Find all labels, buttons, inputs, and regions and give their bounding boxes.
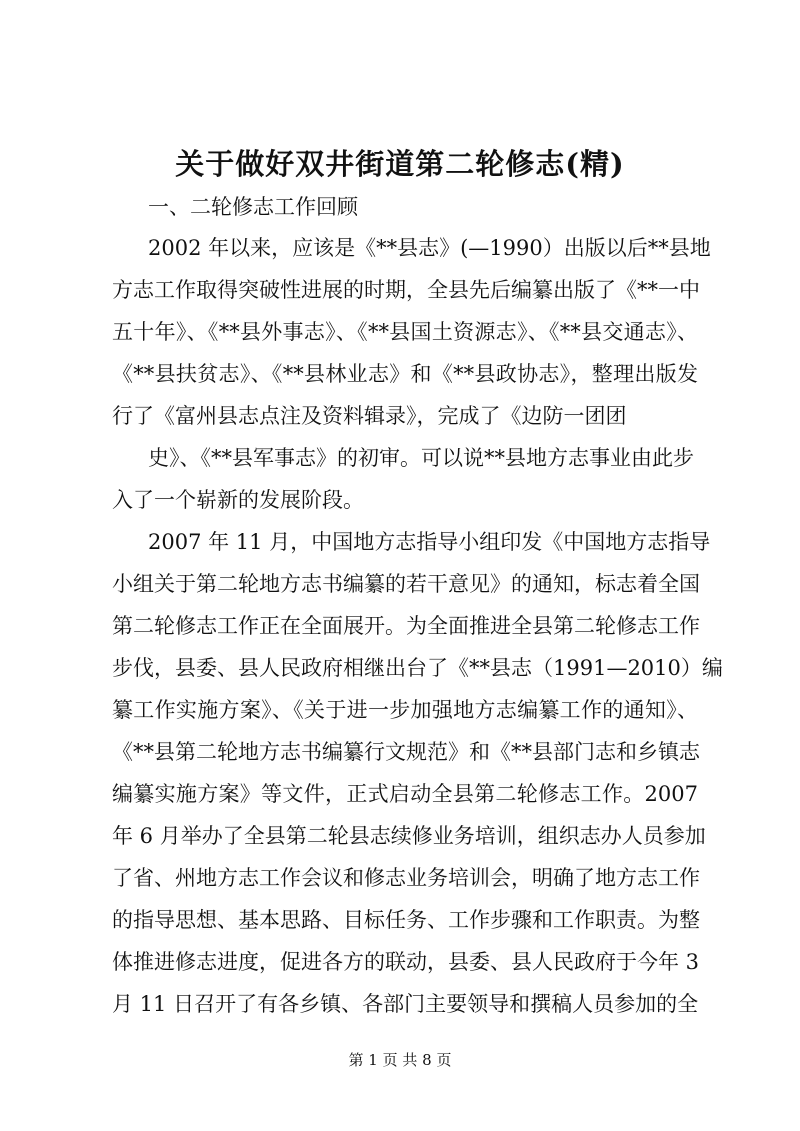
page-footer: 第 1 页 共 8 页 bbox=[348, 1051, 452, 1069]
paragraph-line: 史》、《**县军事志》的初审。可以说**县地方志事业由此步 bbox=[148, 446, 694, 470]
paragraph-line: 纂工作实施方案》、《关于进一步加强地方志编纂工作的通知》、 bbox=[112, 698, 698, 722]
paragraph-line: 体推进修志进度，促进各方的联动，县委、县人民政府于今年 3 bbox=[112, 950, 700, 974]
paragraph-line: 2002 年以来，应该是《**县志》(—1990）出版以后**县地 bbox=[148, 236, 711, 260]
paragraph-line: 《**县第二轮地方志书编纂行文规范》和《**县部门志和乡镇志 bbox=[112, 740, 700, 764]
paragraph-line: 《**县扶贫志》、《**县林业志》和《**县政协志》，整理出版发 bbox=[112, 362, 698, 386]
paragraph-line: 第二轮修志工作正在全面展开。为全面推进全县第二轮修志工作 bbox=[112, 614, 700, 638]
paragraph-line: 五十年》、《**县外事志》、《**县国土资源志》、《**县交通志》、 bbox=[112, 320, 698, 344]
paragraph-line: 2007 年 11 月，中国地方志指导小组印发《中国地方志指导 bbox=[148, 530, 711, 554]
paragraph-line: 年 6 月举办了全县第二轮县志续修业务培训，组织志办人员参加 bbox=[112, 824, 706, 848]
paragraph-line: 月 11 日召开了有各乡镇、各部门主要领导和撰稿人员参加的全 bbox=[112, 992, 699, 1016]
paragraph-line: 步伐，县委、县人民政府相继出台了《**县志（1991—2010）编 bbox=[112, 656, 723, 680]
paragraph-line: 编纂实施方案》等文件，正式启动全县第二轮修志工作。2007 bbox=[112, 782, 698, 806]
paragraph-line: 小组关于第二轮地方志书编纂的若干意见》的通知，标志着全国 bbox=[112, 572, 700, 596]
paragraph-line: 的指导思想、基本思路、目标任务、工作步骤和工作职责。为整 bbox=[112, 908, 700, 932]
paragraph-line: 行了《富州县志点注及资料辑录》，完成了《边防一团团 bbox=[112, 404, 627, 428]
paragraph-line: 方志工作取得突破性进展的时期，全县先后编纂出版了《**一中 bbox=[112, 278, 700, 302]
paragraph-line: 入了一个崭新的发展阶段。 bbox=[112, 488, 364, 512]
paragraph-line: 了省、州地方志工作会议和修志业务培训会，明确了地方志工作 bbox=[112, 866, 700, 890]
section-heading: 一、二轮修志工作回顾 bbox=[148, 195, 358, 219]
document-title: 关于做好双井街道第二轮修志(精) bbox=[175, 147, 625, 181]
